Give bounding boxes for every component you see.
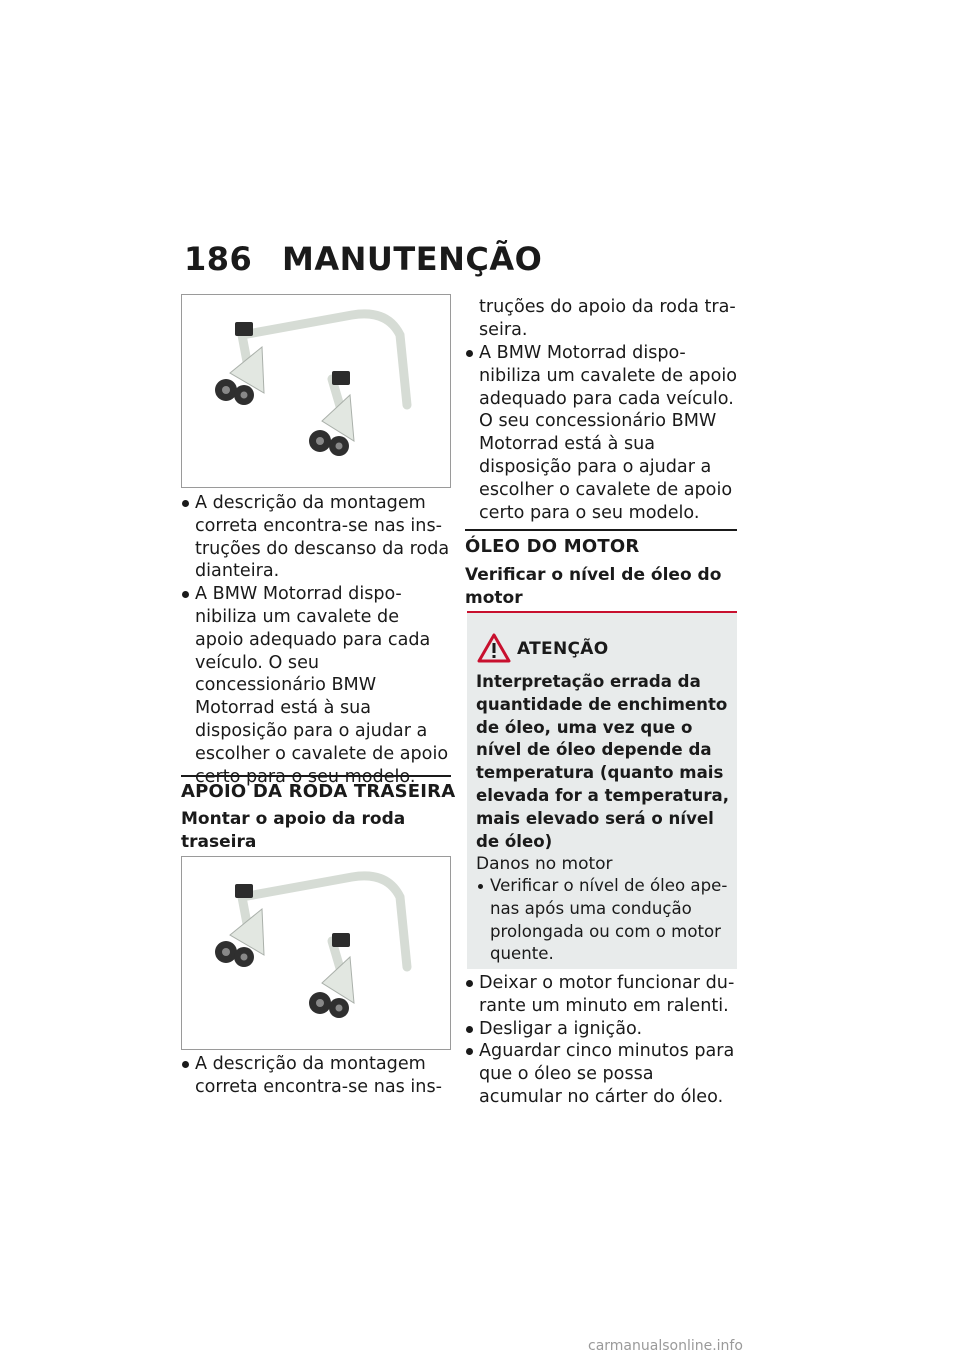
subsection-title: Montar o apoio da roda traseira xyxy=(181,809,406,852)
bullet-dot-icon xyxy=(466,1026,473,1033)
page-header xyxy=(184,240,542,278)
watermark: carmanualsonline.info xyxy=(588,1338,743,1354)
bullet-list xyxy=(465,972,737,1109)
warning-damage: Danos no motor xyxy=(476,854,613,874)
list-item: A BMW Motorrad disponibiliza um cavalete de apoio adequado para cada veículo. O seu concessionário BMW Motorrad está à sua disposição para o ajudar a escolher o cavalete de apoio certo para o seu modelo. xyxy=(465,342,737,524)
figure-rear-stand-1 xyxy=(181,294,451,488)
list-item: A descrição da montagem correta encontra-se nas instruções do descanso da roda dianteira. xyxy=(181,492,451,583)
rear-stand-illustration xyxy=(182,295,450,487)
list-item: A descrição da montagem correta encontra-se nas ins- xyxy=(181,1053,451,1099)
warning-title: ATENÇÃO xyxy=(517,639,609,659)
bullet-dot-icon xyxy=(466,1048,473,1055)
bullet-dot-icon xyxy=(466,350,473,357)
section-rule xyxy=(465,529,737,531)
list-item: Deixar o motor funcionar durante um minuto em ralenti. xyxy=(465,972,737,1018)
bullet-dot-icon xyxy=(182,591,189,598)
chapter-title: MANUTENÇÃO xyxy=(282,240,543,278)
rear-stand-illustration xyxy=(182,857,450,1049)
list-item: Aguardar cinco minutos para que o óleo se possa acumular no cárter do óleo. xyxy=(465,1040,737,1108)
bullet-dot-icon xyxy=(182,1061,189,1068)
section-title: APOIO DA RODA TRASEIRA xyxy=(181,781,456,802)
section-title: ÓLEO DO MOTOR xyxy=(465,536,640,557)
page-number: 186 xyxy=(184,240,253,278)
list-item: A BMW Motorrad disponibiliza um cavalete de apoio adequado para cada veículo. O seu concessionário BMW Motorrad está à sua disposição para o ajudar a escolher o cavalete de apoio xyxy=(181,583,451,788)
warning-box xyxy=(467,611,737,969)
warning-triangle-icon xyxy=(477,633,511,663)
figure-rear-stand-2 xyxy=(181,856,451,1050)
section-rule xyxy=(181,775,451,777)
bullet-list xyxy=(465,342,737,524)
subsection-title: Verificar o nível de óleo do motor xyxy=(465,565,722,608)
continuation-text: truções do apoio da roda traseira. xyxy=(479,297,736,340)
warning-text: Interpretação errada da quantidade de enchimento de óleo, uma vez que o nível de óleo depende da temperatura (quanto mais elevada for a temperatura, mais elevado será o nível de óleo) xyxy=(476,672,730,851)
list-item: Verificar o nível de óleo apenas após uma condução prolongada ou com o motor quente. xyxy=(476,875,734,966)
bullet-list xyxy=(181,492,451,788)
bullet-dot-icon xyxy=(478,884,483,889)
bullet-list xyxy=(181,1053,451,1099)
bullet-dot-icon xyxy=(466,980,473,987)
warning-list xyxy=(476,875,734,966)
bullet-dot-icon xyxy=(182,500,189,507)
list-item: Desligar a ignição. xyxy=(465,1018,737,1041)
